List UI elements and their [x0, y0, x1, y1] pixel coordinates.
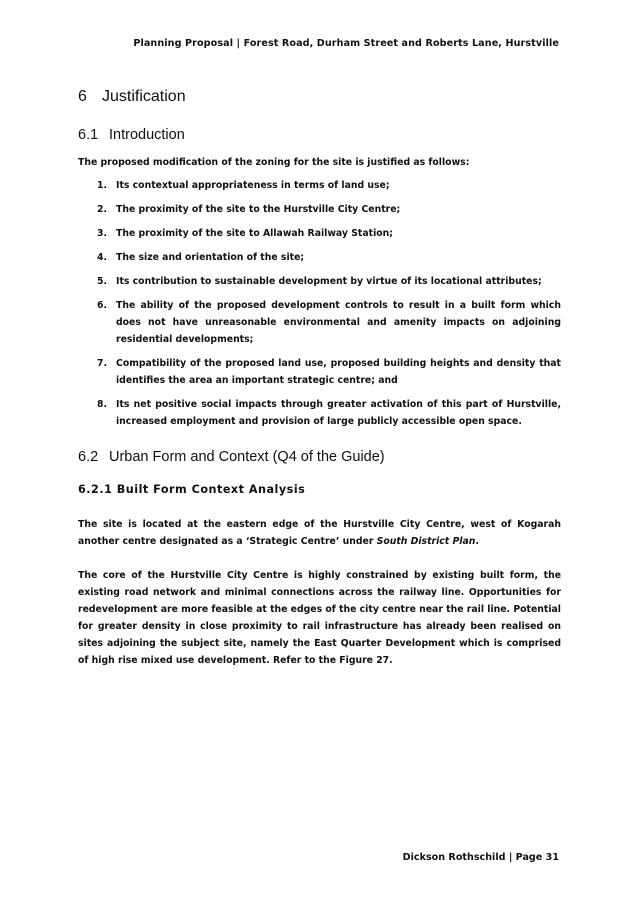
intro-heading	[78, 125, 561, 145]
list-item: 7. Compatibility of the proposed land use, proposed building heights and density that identifies the area an important strategic centre; and	[97, 358, 561, 386]
list-item: 5. Its contribution to sustainable development by virtue of its locational attributes;	[97, 276, 542, 287]
list-item: 6. The ability of the proposed development controls to result in a built form which does not have unreasonable environmental and amenity impacts on adjoining residential developments;	[97, 300, 561, 345]
page-content	[78, 85, 561, 669]
list-item: 3. The proximity of the site to Allawah Railway Station;	[97, 228, 393, 239]
section-heading	[78, 85, 561, 108]
list-item: 1. Its contextual appropriateness in terms of land use;	[97, 180, 390, 191]
context-paragraph-2: The core of the Hurstville City Centre is highly constrained by existing built form, the existing road network and minimal connections across the railway line. Opportunities for redevelopment are more feasible at the edges of the city centre near the rail line. Potential for greater density in close proximity to rail infrastructure has already been realised on sites adjoining the subject site, namely the East Quarter Development which is comprised of high rise mixed use development. Refer to the Figure 27.	[78, 570, 561, 666]
urban-number: 6.2	[78, 449, 99, 465]
plan-reference: South District Plan	[376, 536, 476, 547]
section-title: Justification	[102, 88, 186, 105]
urban-heading	[78, 447, 561, 467]
page-footer: Dickson Rothschild | Page 31	[402, 852, 559, 863]
list-item: 8. Its net positive social impacts through greater activation of this part of Hurstville, increased employment and provision of large publicly accessible open space.	[97, 399, 561, 427]
list-item: 2. The proximity of the site to the Hurstville City Centre;	[97, 204, 401, 215]
justification-list	[97, 177, 561, 430]
list-item: 4. The size and orientation of the site;	[97, 252, 305, 263]
subsection-title: Built Form Context Analysis	[116, 483, 306, 496]
intro-title: Introduction	[109, 127, 185, 143]
subsection-heading	[78, 482, 561, 498]
urban-title: Urban Form and Context (Q4 of the Guide)	[109, 449, 385, 465]
subsection-number: 6.2.1	[78, 483, 113, 496]
section-number: 6	[78, 88, 87, 105]
intro-lead: The proposed modification of the zoning for the site is justified as follows:	[78, 157, 470, 168]
context-paragraph-1: The site is located at the eastern edge of the Hurstville City Centre, west of Kogarah another centre designated as a ‘Strategic Centre’ under South District Plan.	[78, 519, 561, 547]
intro-number: 6.1	[78, 127, 99, 143]
page-header: Planning Proposal | Forest Road, Durham Street and Roberts Lane, Hurstville	[133, 38, 559, 49]
